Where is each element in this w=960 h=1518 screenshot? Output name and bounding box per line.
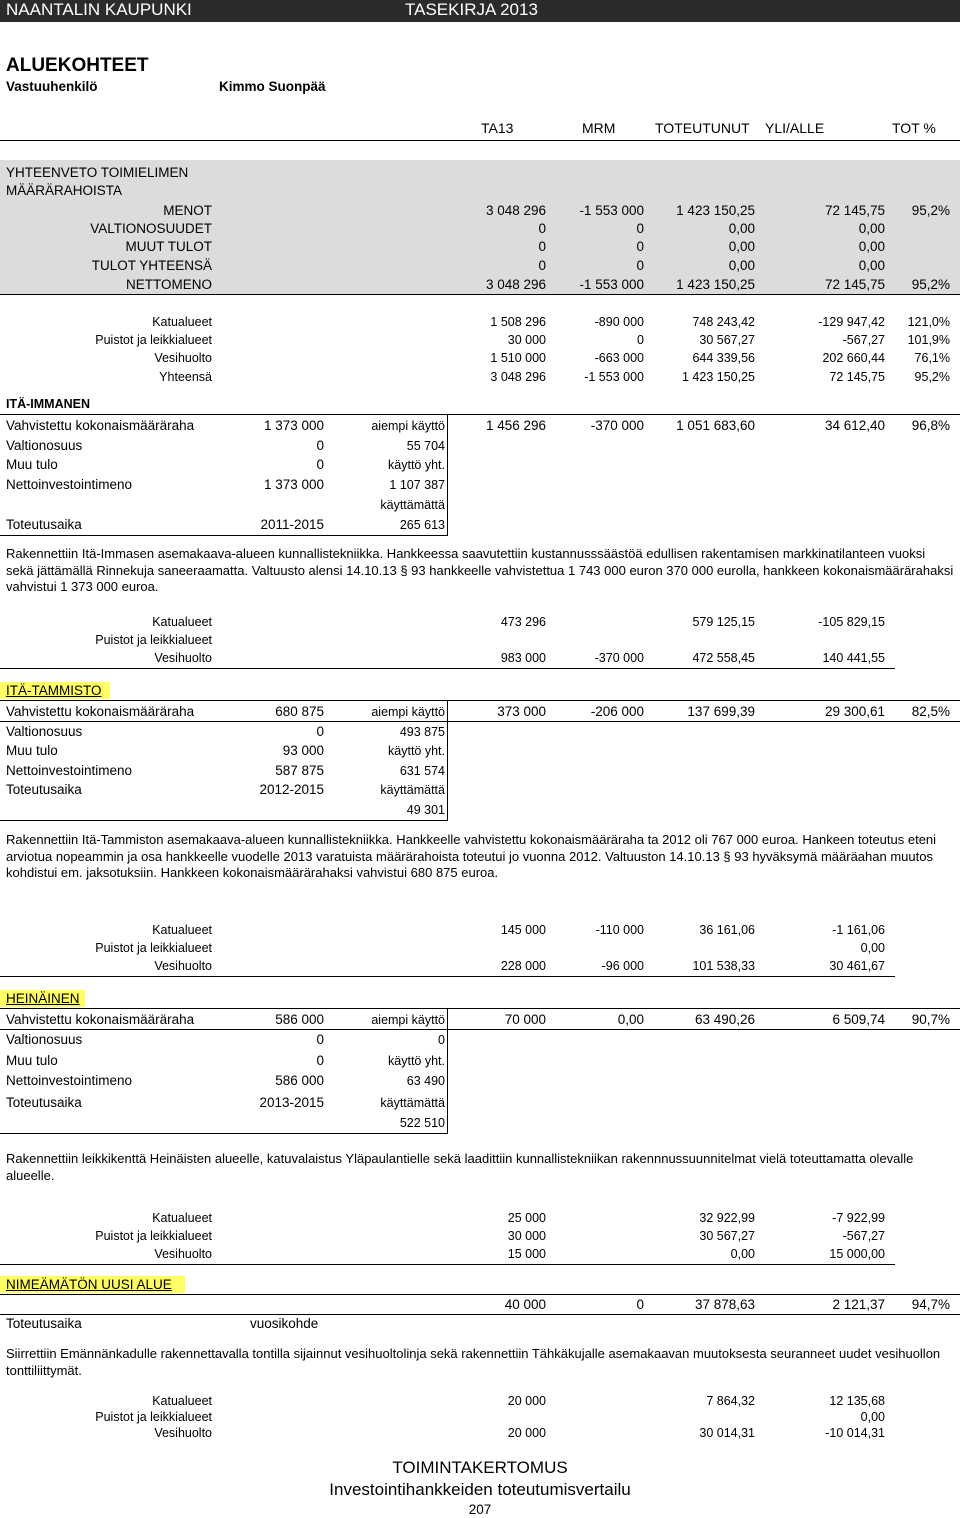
p2-sub-cell: 36 161,06 (699, 923, 755, 937)
area-cell: 644 339,56 (692, 351, 755, 365)
summary-cell: -1 553 000 (579, 203, 644, 218)
p2-r3-mid: käyttö yht. (388, 744, 445, 758)
area-cell: 3 048 296 (490, 370, 546, 384)
p2-r4-label: Nettoinvestointimeno (6, 763, 133, 778)
p2-r1-amount: 680 875 (275, 704, 324, 719)
p1-sub-cell: 472 558,45 (692, 651, 755, 665)
col-mrm: MRM (582, 120, 616, 136)
area-cell: -663 000 (594, 351, 644, 365)
area-cell: 1 508 296 (490, 315, 546, 329)
p1-title: ITÄ-IMMANEN (6, 397, 91, 411)
p3-sub-cell: -567,27 (842, 1229, 885, 1243)
p3-r3-label: Muu tulo (6, 1053, 58, 1068)
p3-value: 0,00 (617, 1012, 644, 1027)
p3-sub-cell: 32 922,99 (699, 1211, 755, 1225)
area-cell: -567,27 (842, 333, 885, 347)
area-cell: -890 000 (594, 315, 644, 329)
p2-sub-cell: 228 000 (500, 959, 546, 973)
p1-value: 1 051 683,60 (676, 418, 755, 433)
p4-sub-label: Puistot ja leikkialueet (95, 1410, 212, 1424)
p3-title-rule (0, 1008, 960, 1009)
area-cell: 748 243,42 (692, 315, 755, 329)
p4-sub-cell: 7 864,32 (706, 1394, 755, 1408)
p1-r1-mid: aiempi käyttö (371, 419, 445, 433)
summary-heading-2: MÄÄRÄRAHOISTA (6, 183, 123, 198)
summary-cell: 72 145,75 (824, 277, 885, 292)
p3-value: 6 509,74 (832, 1012, 885, 1027)
area-cell: 202 660,44 (822, 351, 885, 365)
p4-row-underline (0, 1314, 960, 1315)
doc-name: TASEKIRJA 2013 (405, 0, 538, 19)
p3-r1-label: Vahvistettu kokonaismääräraha (6, 1012, 195, 1027)
header-rule (0, 140, 960, 141)
p1-sub-rule (0, 668, 895, 669)
p2-row-underline (0, 721, 960, 722)
summary-cell: 0 (636, 221, 644, 236)
p4-sub-cell: 0,00 (860, 1410, 885, 1424)
summary-cell: -1 553 000 (579, 277, 644, 292)
p2-sub-label: Katualueet (152, 923, 212, 937)
p2-sub-cell: -1 161,06 (832, 923, 885, 937)
summary-cell: 0,00 (728, 258, 755, 273)
p3-title: HEINÄINEN (6, 991, 80, 1006)
area-cell: 1 510 000 (490, 351, 546, 365)
summary-cell: 0,00 (728, 239, 755, 254)
p3-r2-amount: 0 (316, 1032, 324, 1047)
p1-value: 96,8% (911, 418, 950, 433)
p1-sub-cell: 579 125,15 (692, 615, 755, 629)
p3-value: 70 000 (504, 1012, 546, 1027)
p1-sub-label: Puistot ja leikkialueet (95, 633, 212, 647)
summary-cell: 1 423 150,25 (676, 277, 755, 292)
p2-sub-rule (0, 976, 895, 977)
p1-sub-label: Vesihuolto (154, 651, 212, 665)
p2-sub-cell: 145 000 (500, 923, 546, 937)
p3-r5-amount: 2013-2015 (259, 1095, 324, 1110)
summary-cell: 3 048 296 (485, 203, 546, 218)
p1-r2-mid: 55 704 (406, 439, 445, 453)
p1-r2-label: Valtionosuus (6, 438, 83, 453)
p1-r6-amount: 2011-2015 (260, 517, 324, 532)
col-yli-alle: YLI/ALLE (765, 120, 825, 136)
summary-cell: 0,00 (858, 239, 885, 254)
col-tot-pct: TOT % (892, 120, 936, 136)
p4-title: NIMEÄMÄTÖN UUSI ALUE (6, 1277, 172, 1292)
page-title: ALUEKOHTEET (6, 55, 149, 76)
p3-r5-label: Toteutusaika (6, 1095, 82, 1110)
summary-cell: 0 (538, 258, 546, 273)
summary-row-label: TULOT YHTEENSÄ (91, 258, 212, 273)
p4-sub-label: Vesihuolto (154, 1426, 212, 1440)
area-cell: 0 (637, 333, 644, 347)
p1-r3-mid: käyttö yht. (388, 458, 445, 472)
summary-row-label: MENOT (163, 203, 212, 218)
p2-value: 29 300,61 (824, 704, 885, 719)
p4-description: Siirrettiin Emännänkadulle rakennettavalla tontilla sijainnut vesihuoltolinja sekä rakennettiin Tähkäkujalle asemakaavan muutoksesta seuranneet uudet vesihuollon tonttiliittymät. (6, 1346, 941, 1378)
area-cell: 95,2% (914, 370, 950, 384)
p2-r4-mid: 631 574 (399, 764, 445, 778)
p3-sub-cell: 0,00 (730, 1247, 755, 1261)
p4-sub-cell: 30 014,31 (699, 1426, 755, 1440)
p2-r6-mid: 49 301 (406, 803, 445, 817)
p1-sub-label: Katualueet (152, 615, 212, 629)
summary-cell: 0 (636, 258, 644, 273)
p3-row-underline (0, 1029, 960, 1030)
page-number: 207 (468, 1502, 492, 1517)
p3-sub-cell: 30 000 (507, 1229, 546, 1243)
p4-r1-amount: vuosikohde (250, 1316, 319, 1331)
p1-sub-cell: -105 829,15 (818, 615, 885, 629)
summary-cell: 0,00 (858, 221, 885, 236)
summary-row-label: NETTOMENO (125, 277, 212, 292)
p2-value: 373 000 (497, 704, 546, 719)
p1-r6-mid: 265 613 (399, 518, 445, 532)
p2-r4-amount: 587 875 (275, 763, 324, 778)
p3-sub-label: Katualueet (152, 1211, 212, 1225)
area-cell: 101,9% (907, 333, 950, 347)
p2-title: ITÄ-TAMMISTO (6, 683, 102, 698)
p4-value: 0 (636, 1297, 644, 1312)
top-banner (0, 0, 960, 22)
p3-r2-label: Valtionosuus (6, 1032, 83, 1047)
p1-title-rule (0, 414, 960, 415)
p2-value: 137 699,39 (687, 704, 755, 719)
p4-title-rule (0, 1294, 960, 1295)
p4-value: 40 000 (504, 1297, 546, 1312)
p1-sub-cell: 140 441,55 (822, 651, 885, 665)
p2-r5-amount: 2012-2015 (259, 782, 324, 797)
p2-r3-amount: 93 000 (282, 743, 324, 758)
p3-box-bottom (0, 1133, 448, 1134)
area-row-label: Katualueet (152, 315, 212, 329)
summary-cell: 72 145,75 (824, 203, 885, 218)
area-cell: -1 553 000 (584, 370, 644, 384)
p1-description: Rakennettiin Itä-Immasen asemakaava-alueen kunnallistekniikka. Hankkeessa saavutettiin kustannusssäästöä edullisen rakentamisen markkinatilanteen vuoksi sekä jättämällä Rinnekuja saneeraamatta. Valtuusto alensi 14.10.13 § 93 hankkeelle vahvistettua 1 743 000 euron 370 000 eurolla, hankkeen kokonaismäärärahaksi vahvistui 1 373 000 euroa. (6, 546, 954, 594)
p3-r3-mid: käyttö yht. (388, 1054, 445, 1068)
p3-sub-cell: 25 000 (507, 1211, 546, 1225)
p4-sub-cell: 12 135,68 (829, 1394, 885, 1408)
p2-value: -206 000 (590, 704, 644, 719)
area-cell: 76,1% (914, 351, 950, 365)
summary-cell: 3 048 296 (485, 277, 546, 292)
summary-cell: 95,2% (911, 277, 950, 292)
p1-value: 34 612,40 (824, 418, 885, 433)
summary-cell: 1 423 150,25 (676, 203, 755, 218)
p1-sub-cell: -370 000 (594, 651, 644, 665)
summary-cell: 0 (636, 239, 644, 254)
p4-value: 94,7% (911, 1297, 950, 1312)
p3-value: 90,7% (911, 1012, 950, 1027)
p2-r2-label: Valtionosuus (6, 724, 83, 739)
p1-box-bottom (0, 535, 448, 536)
p2-sub-cell: -96 000 (601, 959, 644, 973)
area-cell: 30 567,27 (699, 333, 755, 347)
p2-sub-cell: -110 000 (595, 923, 644, 937)
p4-sub-cell: 20 000 (507, 1426, 546, 1440)
p1-r1-label: Vahvistettu kokonaismääräraha (6, 418, 195, 433)
p3-sub-cell: 30 567,27 (699, 1229, 755, 1243)
p2-sub-cell: 101 538,33 (692, 959, 755, 973)
p4-sub-cell: -10 014,31 (825, 1426, 885, 1440)
p3-description: Rakennettiin leikkikenttä Heinäisten alueelle, katuvalaistus Yläpaulantielle sekä laadittiin kunnallistekniikan rakennnussuunnitelmat vielä toteuttamatta olevalle alueelle. (6, 1151, 914, 1183)
footer-title: TOIMINTAKERTOMUS (392, 1458, 568, 1477)
p2-sub-cell: 30 461,67 (829, 959, 885, 973)
p3-r1-amount: 586 000 (275, 1012, 324, 1027)
p2-title-rule (0, 700, 960, 701)
p2-r1-mid: aiempi käyttö (371, 705, 445, 719)
p4-r1-label: Toteutusaika (6, 1316, 82, 1331)
p2-r5-mid: käyttämättä (380, 783, 445, 797)
p2-box-bottom (0, 820, 448, 821)
p4-value: 37 878,63 (694, 1297, 755, 1312)
p1-r3-label: Muu tulo (6, 457, 58, 472)
p1-value: -370 000 (590, 418, 644, 433)
p1-r3-amount: 0 (316, 457, 324, 472)
p2-box-right (447, 700, 448, 820)
p2-r1-label: Vahvistettu kokonaismääräraha (6, 704, 195, 719)
p2-sub-cell: 0,00 (860, 941, 885, 955)
summary-heading-1: YHTEENVETO TOIMIELIMEN (6, 165, 189, 180)
p2-description: Rakennettiin Itä-Tammiston asemakaava-alueen kunnallistekniikka. Hankkeelle vahvistettu kokonaismääräraha ta 2012 oli 767 000 euroa. Hankeen toteutus eteni arviotua nopeammin ja osa hankkeelle vuodelle 2013 varatuista määrärahoista toteutui jo vuonna 2012. Valtuuston 14.10.13 § 93 hyväksymä määräahan muutos kohdistui em. jaksotuksiin. Hankkeen kokonaismäärärahaksi vahvistui 680 875 euroa. (6, 832, 937, 880)
p3-r5-mid: käyttämättä (380, 1096, 445, 1110)
p3-sub-rule (0, 1264, 895, 1265)
footer-subtitle: Investointihankkeiden toteutumisvertailu (329, 1480, 631, 1499)
p1-r1-amount: 1 373 000 (263, 418, 324, 433)
p3-r1-mid: aiempi käyttö (371, 1013, 445, 1027)
area-row-label: Yhteensä (159, 370, 212, 384)
p3-r3-amount: 0 (316, 1053, 324, 1068)
p3-r4-label: Nettoinvestointimeno (6, 1073, 133, 1088)
p1-r2-amount: 0 (316, 438, 324, 453)
p2-r2-amount: 0 (316, 724, 324, 739)
p2-r3-label: Muu tulo (6, 743, 58, 758)
p3-sub-label: Puistot ja leikkialueet (95, 1229, 212, 1243)
p4-sub-cell: 20 000 (507, 1394, 546, 1408)
p2-r5-label: Toteutusaika (6, 782, 82, 797)
p1-r5-mid: käyttämättä (380, 498, 445, 512)
p4-value: 2 121,37 (832, 1297, 885, 1312)
summary-cell: 0 (538, 221, 546, 236)
p3-r4-amount: 586 000 (275, 1073, 324, 1088)
p1-box-right (447, 414, 448, 535)
area-cell: 121,0% (907, 315, 950, 329)
p3-sub-cell: 15 000 (507, 1247, 546, 1261)
p2-sub-label: Vesihuolto (154, 959, 212, 973)
col-toteutunut: TOTEUTUNUT (655, 120, 750, 136)
summary-cell: 95,2% (911, 203, 950, 218)
p3-r6-mid: 522 510 (399, 1116, 445, 1130)
summary-rule (0, 294, 960, 295)
p1-sub-cell: 473 296 (500, 615, 546, 629)
p2-r2-mid: 493 875 (399, 725, 445, 739)
org-name: NAANTALIN KAUPUNKI (6, 0, 192, 19)
summary-cell: 0 (538, 239, 546, 254)
p3-r4-mid: 63 490 (406, 1074, 445, 1088)
p3-box-right (447, 1008, 448, 1133)
area-row-label: Vesihuolto (154, 351, 212, 365)
p1-r4-amount: 1 373 000 (263, 477, 324, 492)
p1-value: 1 456 296 (485, 418, 546, 433)
p2-value: 82,5% (911, 704, 950, 719)
p1-r4-label: Nettoinvestointimeno (6, 477, 133, 492)
area-row-label: Puistot ja leikkialueet (95, 333, 212, 347)
p1-r4-mid: 1 107 387 (389, 478, 445, 492)
p3-r2-mid: 0 (438, 1033, 445, 1047)
p4-sub-label: Katualueet (152, 1394, 212, 1408)
summary-row-label: MUUT TULOT (125, 239, 212, 254)
area-cell: 30 000 (507, 333, 546, 347)
summary-row-label: VALTIONOSUUDET (90, 221, 212, 236)
summary-cell: 0,00 (728, 221, 755, 236)
p3-value: 63 490,26 (694, 1012, 755, 1027)
p1-sub-cell: 983 000 (500, 651, 546, 665)
area-cell: 72 145,75 (829, 370, 885, 384)
summary-cell: 0,00 (858, 258, 885, 273)
area-cell: -129 947,42 (818, 315, 885, 329)
responsible-name: Kimmo Suonpää (219, 79, 326, 94)
responsible-label: Vastuuhenkilö (6, 79, 98, 94)
p1-r6-label: Toteutusaika (6, 517, 82, 532)
p3-sub-cell: 15 000,00 (829, 1247, 885, 1261)
p3-sub-label: Vesihuolto (154, 1247, 212, 1261)
p2-sub-label: Puistot ja leikkialueet (95, 941, 212, 955)
area-cell: 1 423 150,25 (682, 370, 755, 384)
p3-sub-cell: -7 922,99 (832, 1211, 885, 1225)
col-ta13: TA13 (481, 120, 514, 136)
